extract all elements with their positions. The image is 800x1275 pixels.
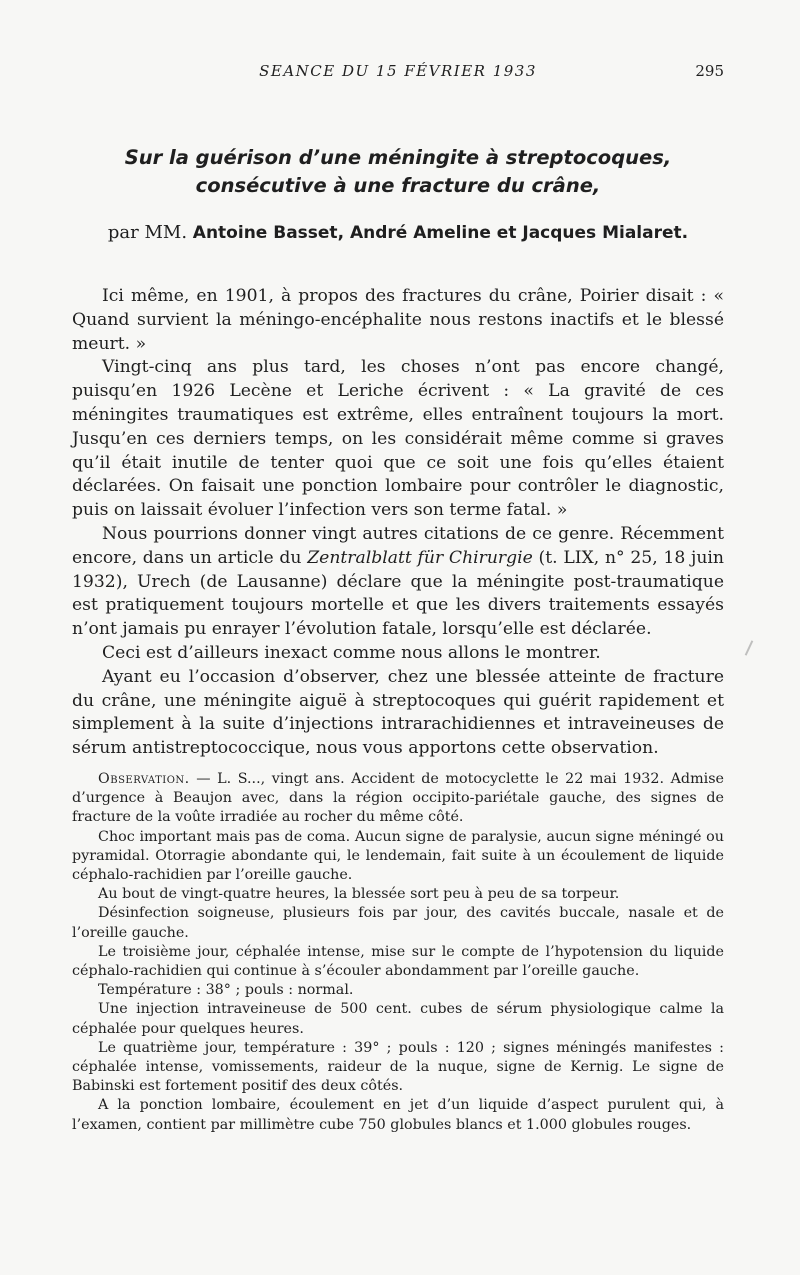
observation-paragraph-6: Température : 38° ; pouls : normal. xyxy=(98,982,354,999)
observation-section xyxy=(72,770,724,1135)
observation-paragraph-7: Une injection intraveineuse de 500 cent. cubes de sérum physiologique calme la céphalée pour quelques heures. xyxy=(72,1001,724,1037)
body-paragraph-4: Ceci est d’ailleurs inexact comme nous allons le montrer. xyxy=(102,642,601,663)
body-paragraph-3-start: Nous pourrions donner vingt autres citations de ce genre. Récemment encore, dans un article du xyxy=(72,523,724,568)
body-paragraph-1: Ici même, en 1901, à propos des fractures du crâne, Poirier disait : « Quand survient la méningo-encéphalite nous restons inactifs et le blessé meurt. » xyxy=(72,286,724,354)
observation-paragraph-1 xyxy=(72,770,724,828)
body-paragraph-5: Ayant eu l’occasion d’observer, chez une blessée atteinte de fracture du crâne, une méningite aiguë à streptocoques qui guérit rapidement et simplement à la suite d’injections intrarachidiennes et intraveineuses de sérum antistreptococcique, nous vous apportons cette observation. xyxy=(72,666,724,759)
article-title xyxy=(72,144,724,200)
byline-authors: Antoine Basset, André Ameline et Jacques Mialaret. xyxy=(192,223,689,243)
title-line-1: Sur la guérison d’une méningite à streptocoques, xyxy=(124,146,672,169)
running-header xyxy=(72,62,724,86)
journal-name: Zentralblatt für Chirurgie xyxy=(307,547,533,568)
observation-paragraph-3: Au bout de vingt-quatre heures, la blessée sort peu à peu de sa torpeur. xyxy=(98,886,620,903)
observation-paragraph-9: A la ponction lombaire, écoulement en jet d’un liquide d’aspect purulent qui, à l’examen, contient par millimètre cube 750 globules blancs et 1.000 globules rouges. xyxy=(72,1097,724,1133)
body-paragraph-2: Vingt-cinq ans plus tard, les choses n’ont pas encore changé, puisqu’en 1926 Lecène et Leriche écrivent : « La gravité de ces méningites traumatiques est extrême, elles entraînent toujours la mort. Jusqu’en ces derniers temps, on les considérait même comme si graves qu’il était inutile de tenter quoi que ce soit une fois qu’elles étaient déclarées. On faisait une ponction lombaire pour contrôler le diagnostic, puis on laissait évoluer l’infection vers son terme fatal. » xyxy=(72,357,724,521)
title-line-2: consécutive à une fracture du crâne, xyxy=(195,174,601,197)
page-number: 295 xyxy=(695,62,724,80)
observation-paragraph-1-text: — L. S..., vingt ans. Accident de motocyclette le 22 mai 1932. Admise d’urgence à Beaujon avec, dans la région occipito-pariétale gauche, des signes de fracture de la voûte irradiée au rocher du même côté. xyxy=(72,771,724,826)
observation-paragraph-8: Le quatrième jour, température : 39° ; pouls : 120 ; signes méningés manifestes : céphalée intense, vomissements, raideur de la nuque, signe de Kernig. Le signe de Babinski est fortement positif des deux côtés. xyxy=(72,1039,724,1095)
observation-label: Observation. xyxy=(98,771,190,787)
observation-paragraph-5: Le troisième jour, céphalée intense, mise sur le compte de l’hypotension du liquide céphalo-rachidien qui continue à s’écouler abondamment par l’oreille gauche. xyxy=(72,943,724,980)
body-paragraph-3 xyxy=(72,523,724,642)
byline xyxy=(72,222,724,243)
article-body xyxy=(72,285,724,761)
running-title: SEANCE DU 15 FÉVRIER 1933 xyxy=(259,62,537,80)
observation-paragraph-4: Désinfection soigneuse, plusieurs fois par jour, des cavités buccale, nasale et de l’oreille gauche. xyxy=(72,905,724,941)
body-paragraph-3-end: (t. LIX, n° 25, 18 juin 1932), Urech (de Lausanne) déclare que la méningite post-traumatique est pratiquement toujours mortelle et que les divers traitements essayés n’ont jamais pu enrayer l’évolution fatale, lorsqu’elle est déclarée. xyxy=(72,547,724,640)
byline-prefix: par MM. xyxy=(107,222,188,243)
observation-paragraph-2: Choc important mais pas de coma. Aucun signe de paralysie, aucun signe méningé ou pyramidal. Otorragie abondante qui, le lendemain, fait suite à un écoulement de liquide céphalo-rachidien par l’oreille gauche. xyxy=(72,828,724,884)
margin-mark xyxy=(745,640,754,655)
